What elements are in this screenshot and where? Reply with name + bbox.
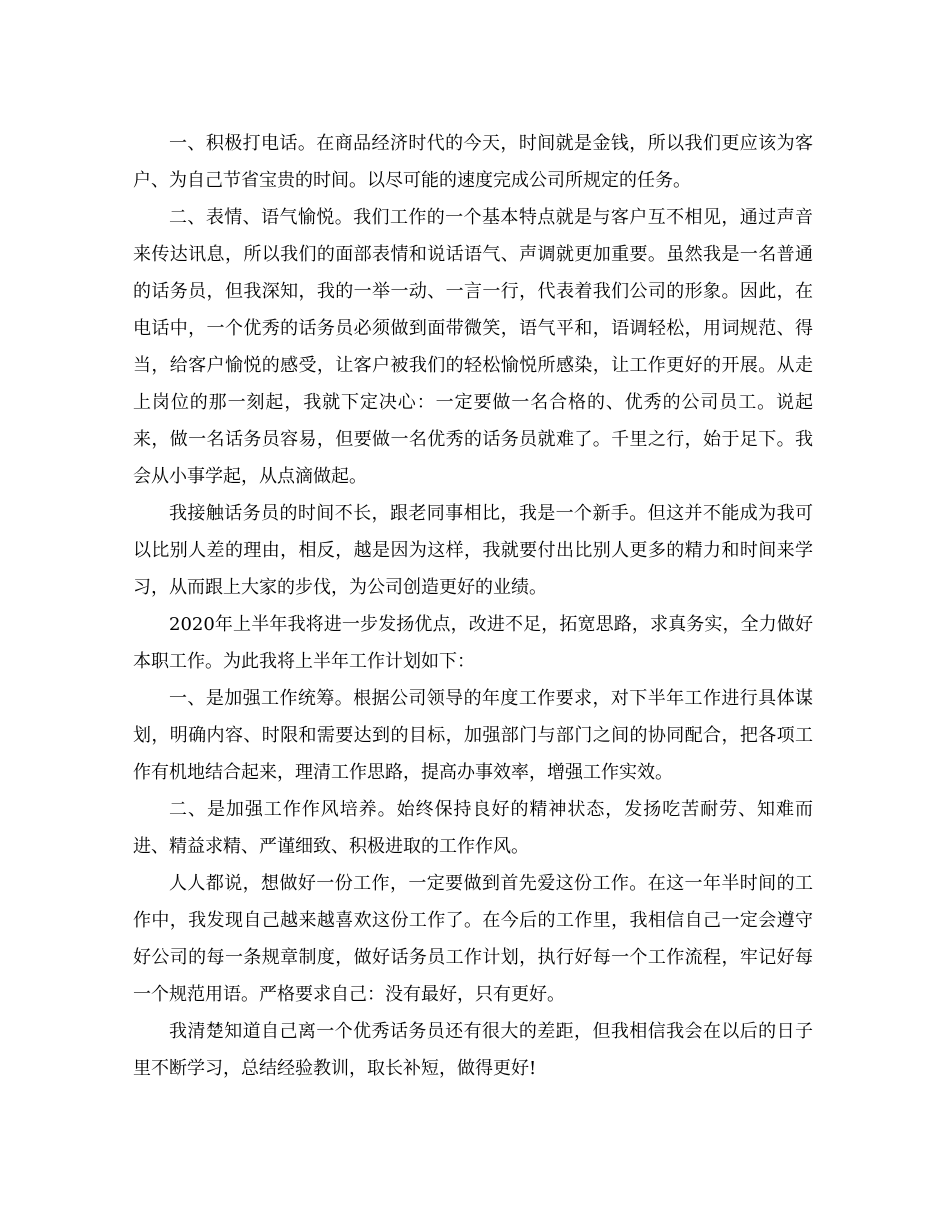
paragraph-5: 一、是加强工作统筹。根据公司领导的年度工作要求，对下半年工作进行具体谋划，明确内容、时限和需要达到的目标，加强部门与部门之间的协同配合，把各项工作有机地结合起来，理清工作思路，提高办事效率，增强工作实效。 [133,688,813,783]
document-body [133,125,813,1087]
paragraph-6: 二、是加强工作作风培养。始终保持良好的精神状态，发扬吃苦耐劳、知难而进、精益求精、严谨细致、积极进取的工作作风。 [133,799,813,857]
paragraph-3: 我接触话务员的时间不长，跟老同事相比，我是一个新手。但这并不能成为我可以比别人差的理由，相反，越是因为这样，我就要付出比别人更多的精力和时间来学习，从而跟上大家的步伐，为公司创造更好的业绩。 [133,503,813,598]
paragraph-2: 二、表情、语气愉悦。我们工作的一个基本特点就是与客户互不相见，通过声音来传达讯息，所以我们的面部表情和说话语气、声调就更加重要。虽然我是一名普通的话务员，但我深知，我的一举一动、一言一行，代表着我们公司的形象。因此，在电话中，一个优秀的话务员必须做到面带微笑，语气平和，语调轻松，用词规范、得当，给客户愉悦的感受，让客户被我们的轻松愉悦所感染，让工作更好的开展。从走上岗位的那一刻起，我就下定决心：一定要做一名合格的、优秀的公司员工。说起来，做一名话务员容易，但要做一名优秀的话务员就难了。千里之行，始于足下。我会从小事学起，从点滴做起。 [133,207,813,487]
paragraph-1: 一、积极打电话。在商品经济时代的今天，时间就是金钱，所以我们更应该为客户、为自己节省宝贵的时间。以尽可能的速度完成公司所规定的任务。 [133,133,813,191]
paragraph-4: 2020年上半年我将进一步发扬优点，改进不足，拓宽思路，求真务实，全力做好本职工作。为此我将上半年工作计划如下： [133,614,813,672]
paragraph-8: 我清楚知道自己离一个优秀话务员还有很大的差距，但我相信我会在以后的日子里不断学习，总结经验教训，取长补短，做得更好! [133,1021,813,1079]
paragraph-7: 人人都说，想做好一份工作，一定要做到首先爱这份工作。在这一年半时间的工作中，我发现自己越来越喜欢这份工作了。在今后的工作里，我相信自己一定会遵守好公司的每一条规章制度，做好话务员工作计划，执行好每一个工作流程，牢记好每一个规范用语。严格要求自己：没有最好，只有更好。 [133,873,813,1005]
